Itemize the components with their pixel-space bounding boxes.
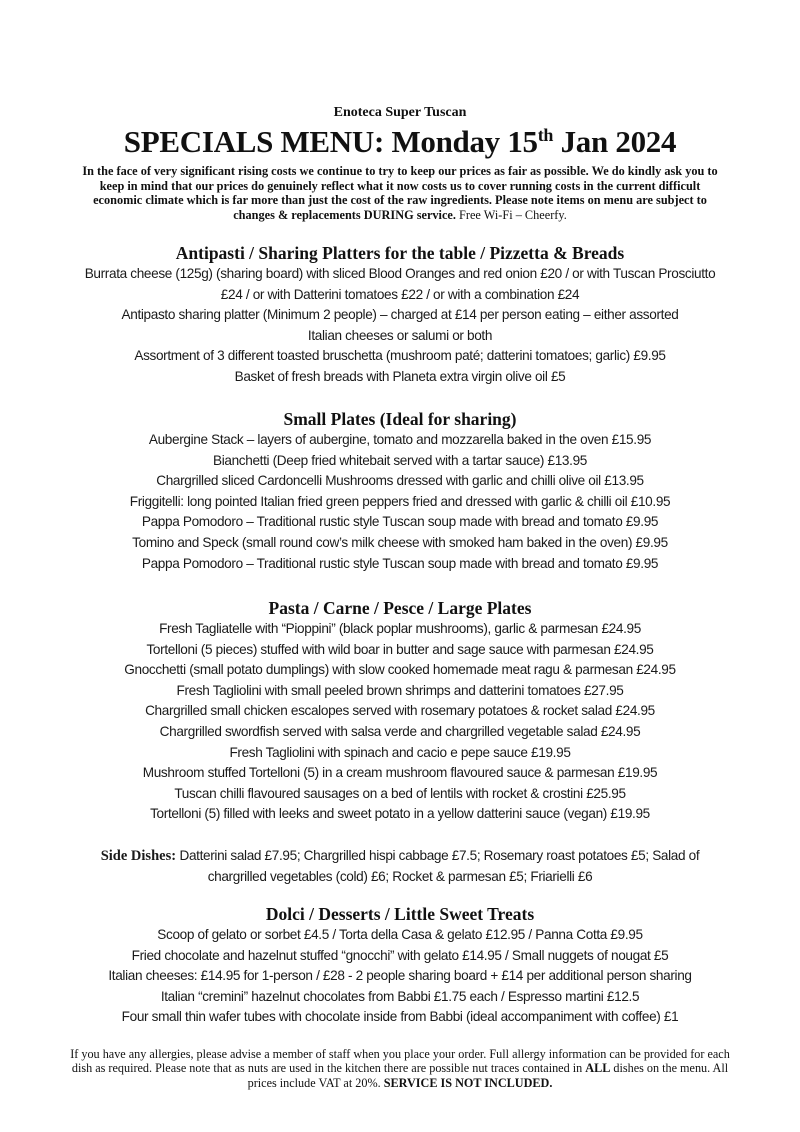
restaurant-name: Enoteca Super Tuscan <box>333 105 467 120</box>
menu-item: Italian “cremini” hazelnut chocolates from Babbi £1.75 each / Espresso martini £12.5 <box>160 988 640 1004</box>
wifi-note: Free Wi-Fi – Cheerfy. <box>455 207 567 222</box>
menu-item: Chargrilled sliced Cardoncelli Mushrooms dressed with garlic and chilli olive oil £13.95 <box>156 473 644 489</box>
menu-item: Pappa Pomodoro – Traditional rustic style Tuscan soup made with bread and tomato £9.95 <box>141 514 659 530</box>
side-dishes-text <box>70 846 730 887</box>
page-title <box>0 124 800 160</box>
menu-item: Gnocchetti (small potato dumplings) with slow cooked homemade meat ragu & parmesan £24.95 <box>124 662 676 678</box>
menu-item: Four small thin wafer tubes with chocolate inside from Babbi (ideal accompaniment with coffee) £1 <box>121 1009 679 1025</box>
section-title: Small Plates (Ideal for sharing) <box>283 409 517 429</box>
allergy-footer <box>70 1047 730 1090</box>
menu-item: Tortelloni (5) filled with leeks and sweet potato in a yellow datterini sauce (vegan) £19.95 <box>150 806 650 822</box>
menu-item: Fresh Tagliatelle with “Pioppini” (black poplar mushrooms), garlic & parmesan £24.95 <box>159 621 641 636</box>
menu-item: Italian cheeses: £14.95 for 1-person / £28 - 2 people sharing board + £14 per additional person sharing <box>108 968 692 984</box>
title-suffix: Jan 2024 <box>553 124 677 159</box>
menu-item: Chargrilled small chicken escalopes served with rosemary potatoes & rocket salad £24.95 <box>145 703 655 719</box>
menu-item: Bianchetti (Deep fried whitebait served with a tartar sauce) £13.95 <box>212 452 587 468</box>
intro-bold-text: In the face of very significant rising costs we continue to try to keep our prices as fair as possible. We do kindly ask you to keep in mind that our prices do genuinely reflect what it now costs us to cover running costs in the current difficult economic climate which is far more than just the cost of the raw ingredients. Please note items on menu are subject to changes & replacements DURING service. <box>82 164 718 222</box>
section-title: Dolci / Desserts / Little Sweet Treats <box>265 904 535 924</box>
section-title: Antipasti / Sharing Platters for the table / Pizzetta & Breads <box>175 243 625 263</box>
menu-item: Aubergine Stack – layers of aubergine, tomato and mozzarella baked in the oven £15.95 <box>148 432 652 447</box>
menu-item: Burrata cheese (125g) (sharing board) with sliced Blood Oranges and red onion £20 / or with Tuscan Prosciutto £24 / or with Datterini tomatoes £22 / or with a combination £24 <box>84 266 716 302</box>
side-dishes-list: Datterini salad £7.95; Chargrilled hispi cabbage £7.5; Rosemary roast potatoes £5; Salad of chargrilled vegetables (cold) £6; Rocket & parmesan £5; Friarielli £6 <box>176 848 700 884</box>
menu-item: Fresh Tagliolini with small peeled brown shrimps and datterini tomatoes £27.95 <box>176 682 624 698</box>
menu-item: Tortelloni (5 pieces) stuffed with wild boar in butter and sage sauce with parmesan £24.95 <box>146 641 654 657</box>
section-antipasti <box>20 242 780 388</box>
menu-item: Fresh Tagliolini with spinach and cacio e pepe sauce £19.95 <box>229 744 571 760</box>
side-dishes-label: Side Dishes: <box>100 848 177 864</box>
menu-item: Tomino and Speck (small round cow’s milk cheese with smoked ham baked in the oven) £9.95 <box>132 534 668 550</box>
service-not-included: SERVICE IS NOT INCLUDED. <box>383 1075 553 1090</box>
menu-item: Tuscan chilli flavoured sausages on a bed of lentils with rocket & crostini £25.95 <box>174 785 626 801</box>
menu-item: Friggitelli: long pointed Italian fried green peppers fried and dressed with garlic & chilli oil £10.95 <box>129 493 671 509</box>
menu-item: Pappa Pomodoro – Traditional rustic style Tuscan soup made with bread and tomato £9.95 <box>141 555 659 571</box>
menu-item: Scoop of gelato or sorbet £4.5 / Torta della Casa & gelato £12.95 / Panna Cotta £9.95 <box>157 927 643 942</box>
title-superscript: th <box>537 125 554 145</box>
section-small-plates <box>20 408 780 574</box>
title-prefix: SPECIALS MENU: Monday 15 <box>123 124 538 159</box>
section-desserts <box>10 903 790 1028</box>
menu-item: Antipasto sharing platter (Minimum 2 people) – charged at £14 per person eating – either assorted Italian cheeses or salumi or both <box>121 307 679 343</box>
menu-item: Basket of fresh breads with Planeta extra virgin olive oil £5 <box>234 368 566 384</box>
menu-item: Fried chocolate and hazelnut stuffed “gnocchi” with gelato £14.95 / Small nuggets of nougat £5 <box>131 947 669 963</box>
section-large-plates <box>20 597 780 825</box>
footer-emphasis-all: ALL <box>585 1061 611 1076</box>
menu-item: Mushroom stuffed Tortelloni (5) in a cream mushroom flavoured sauce & parmesan £19.95 <box>142 765 658 781</box>
menu-item: Chargrilled swordfish served with salsa verde and chargrilled vegetable salad £24.95 <box>159 723 641 739</box>
section-title: Pasta / Carne / Pesce / Large Plates <box>268 598 532 618</box>
footer-text-vat: dishes on the menu. All prices include VAT at 20%. <box>247 1061 729 1090</box>
menu-item: Assortment of 3 different toasted bruschetta (mushroom paté; datterini tomatoes; garlic) £9.95 <box>134 348 666 364</box>
section-side-dishes <box>70 846 730 887</box>
footer-text: If you have any allergies, please advise a member of staff when you place your order. Full allergy information can be provided for each dish as required. Please note that as nuts are used in the kitchen there are possible nut traces contained in <box>70 1047 730 1076</box>
intro-notice <box>78 164 722 222</box>
